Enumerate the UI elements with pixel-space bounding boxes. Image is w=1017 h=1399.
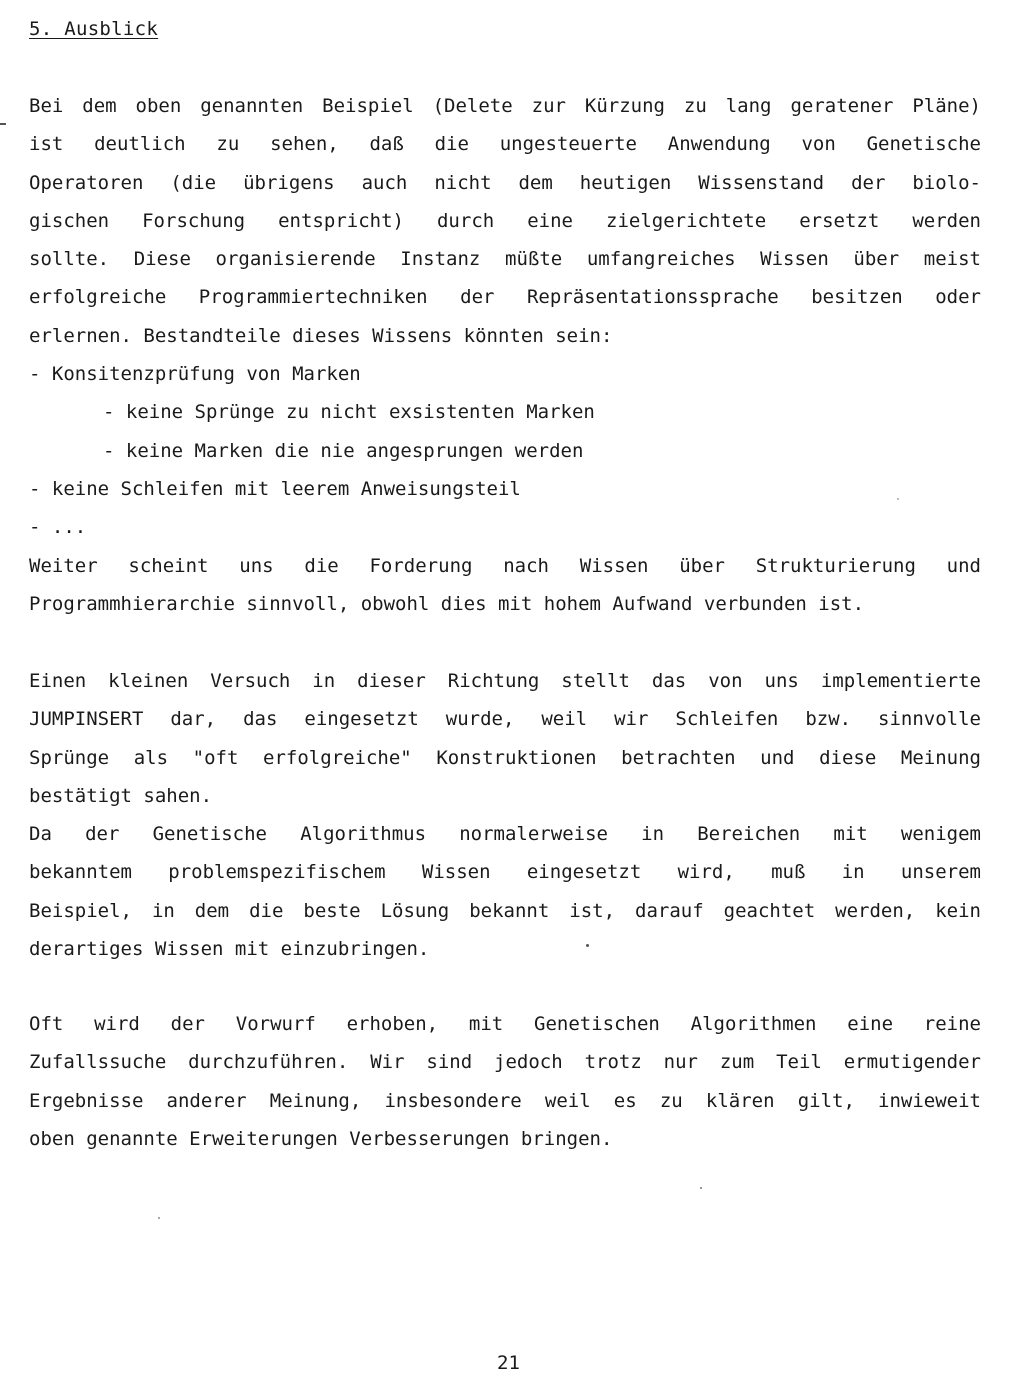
text-line: Operatoren (die übrigens auch nicht dem heutigen Wissenstand der biolo- [29,171,981,194]
list-item: - ... [29,516,87,539]
list-item: - Konsitenzprüfung von Marken [29,363,361,386]
text-line: derartiges Wissen mit einzubringen. [29,938,430,961]
text-line: Ergebnisse anderer Meinung, insbesondere weil es zu klären gilt, inwieweit [29,1089,981,1112]
text-line: Programmhierarchie sinnvoll, obwohl dies mit hohem Aufwand verbunden ist. [29,592,865,615]
scan-speck [586,944,589,947]
text-line: ist deutlich zu sehen, daß die ungesteuerte Anwendung von Genetische [29,133,981,156]
paragraph-3 [29,668,981,974]
page-number: 21 [497,1352,520,1374]
text-line: Einen kleinen Versuch in dieser Richtung stellt das von uns implementierte [29,670,981,692]
text-line: erfolgreiche Programmiertechniken der Repräsentationssprache besitzen oder [29,286,981,309]
paragraph-1 [29,93,981,629]
text-line: Beispiel, in dem die beste Lösung bekannt ist, darauf geachtet werden, kein [29,899,981,922]
text-line: sollte. Diese organisierende Instanz müßte umfangreiches Wissen über meist [29,248,981,271]
text-line: bestätigt sahen. [29,784,213,807]
text-line: oben genannte Erweiterungen Verbesserungen bringen. [29,1127,613,1150]
scan-speck [700,1187,702,1189]
text-line: Da der Genetische Algorithmus normalerweise in Bereichen mit wenigem [29,823,981,846]
scan-speck [158,1217,160,1219]
text-line: JUMPINSERT dar, das eingesetzt wurde, weil wir Schleifen bzw. sinnvolle [29,708,981,731]
text-line: gischen Forschung entspricht) durch eine zielgerichtete ersetzt werden [29,209,981,232]
list-subitem: - keine Marken die nie angesprungen werden [103,439,584,462]
text-line: Sprünge als "oft erfolgreiche" Konstruktionen betrachten und diese Meinung [29,746,981,769]
text-line: Bei dem oben genannten Beispiel (Delete zur Kürzung zu lang geratener Pläne) [29,95,981,117]
text-line: Weiter scheint uns die Forderung nach Wissen über Strukturierung und [29,554,981,577]
text-line: Oft wird der Vorwurf erhoben, mit Genetischen Algorithmen eine reine [29,1013,981,1035]
section-heading: 5. Ausblick [29,18,159,40]
text-line: erlernen. Bestandteile dieses Wissens könnten sein: [29,324,613,347]
paragraph-5 [29,1011,981,1164]
list-subitem: - keine Sprünge zu nicht exsistenten Marken [103,401,595,424]
text-line: bekanntem problemspezifischem Wissen eingesetzt wird, muß in unserem [29,861,981,884]
scan-speck [897,498,899,500]
text-line: Zufallssuche durchzuführen. Wir sind jedoch trotz nur zum Teil ermutigender [29,1051,981,1074]
margin-mark [0,123,6,125]
list-item: - keine Schleifen mit leerem Anweisungsteil [29,477,521,500]
